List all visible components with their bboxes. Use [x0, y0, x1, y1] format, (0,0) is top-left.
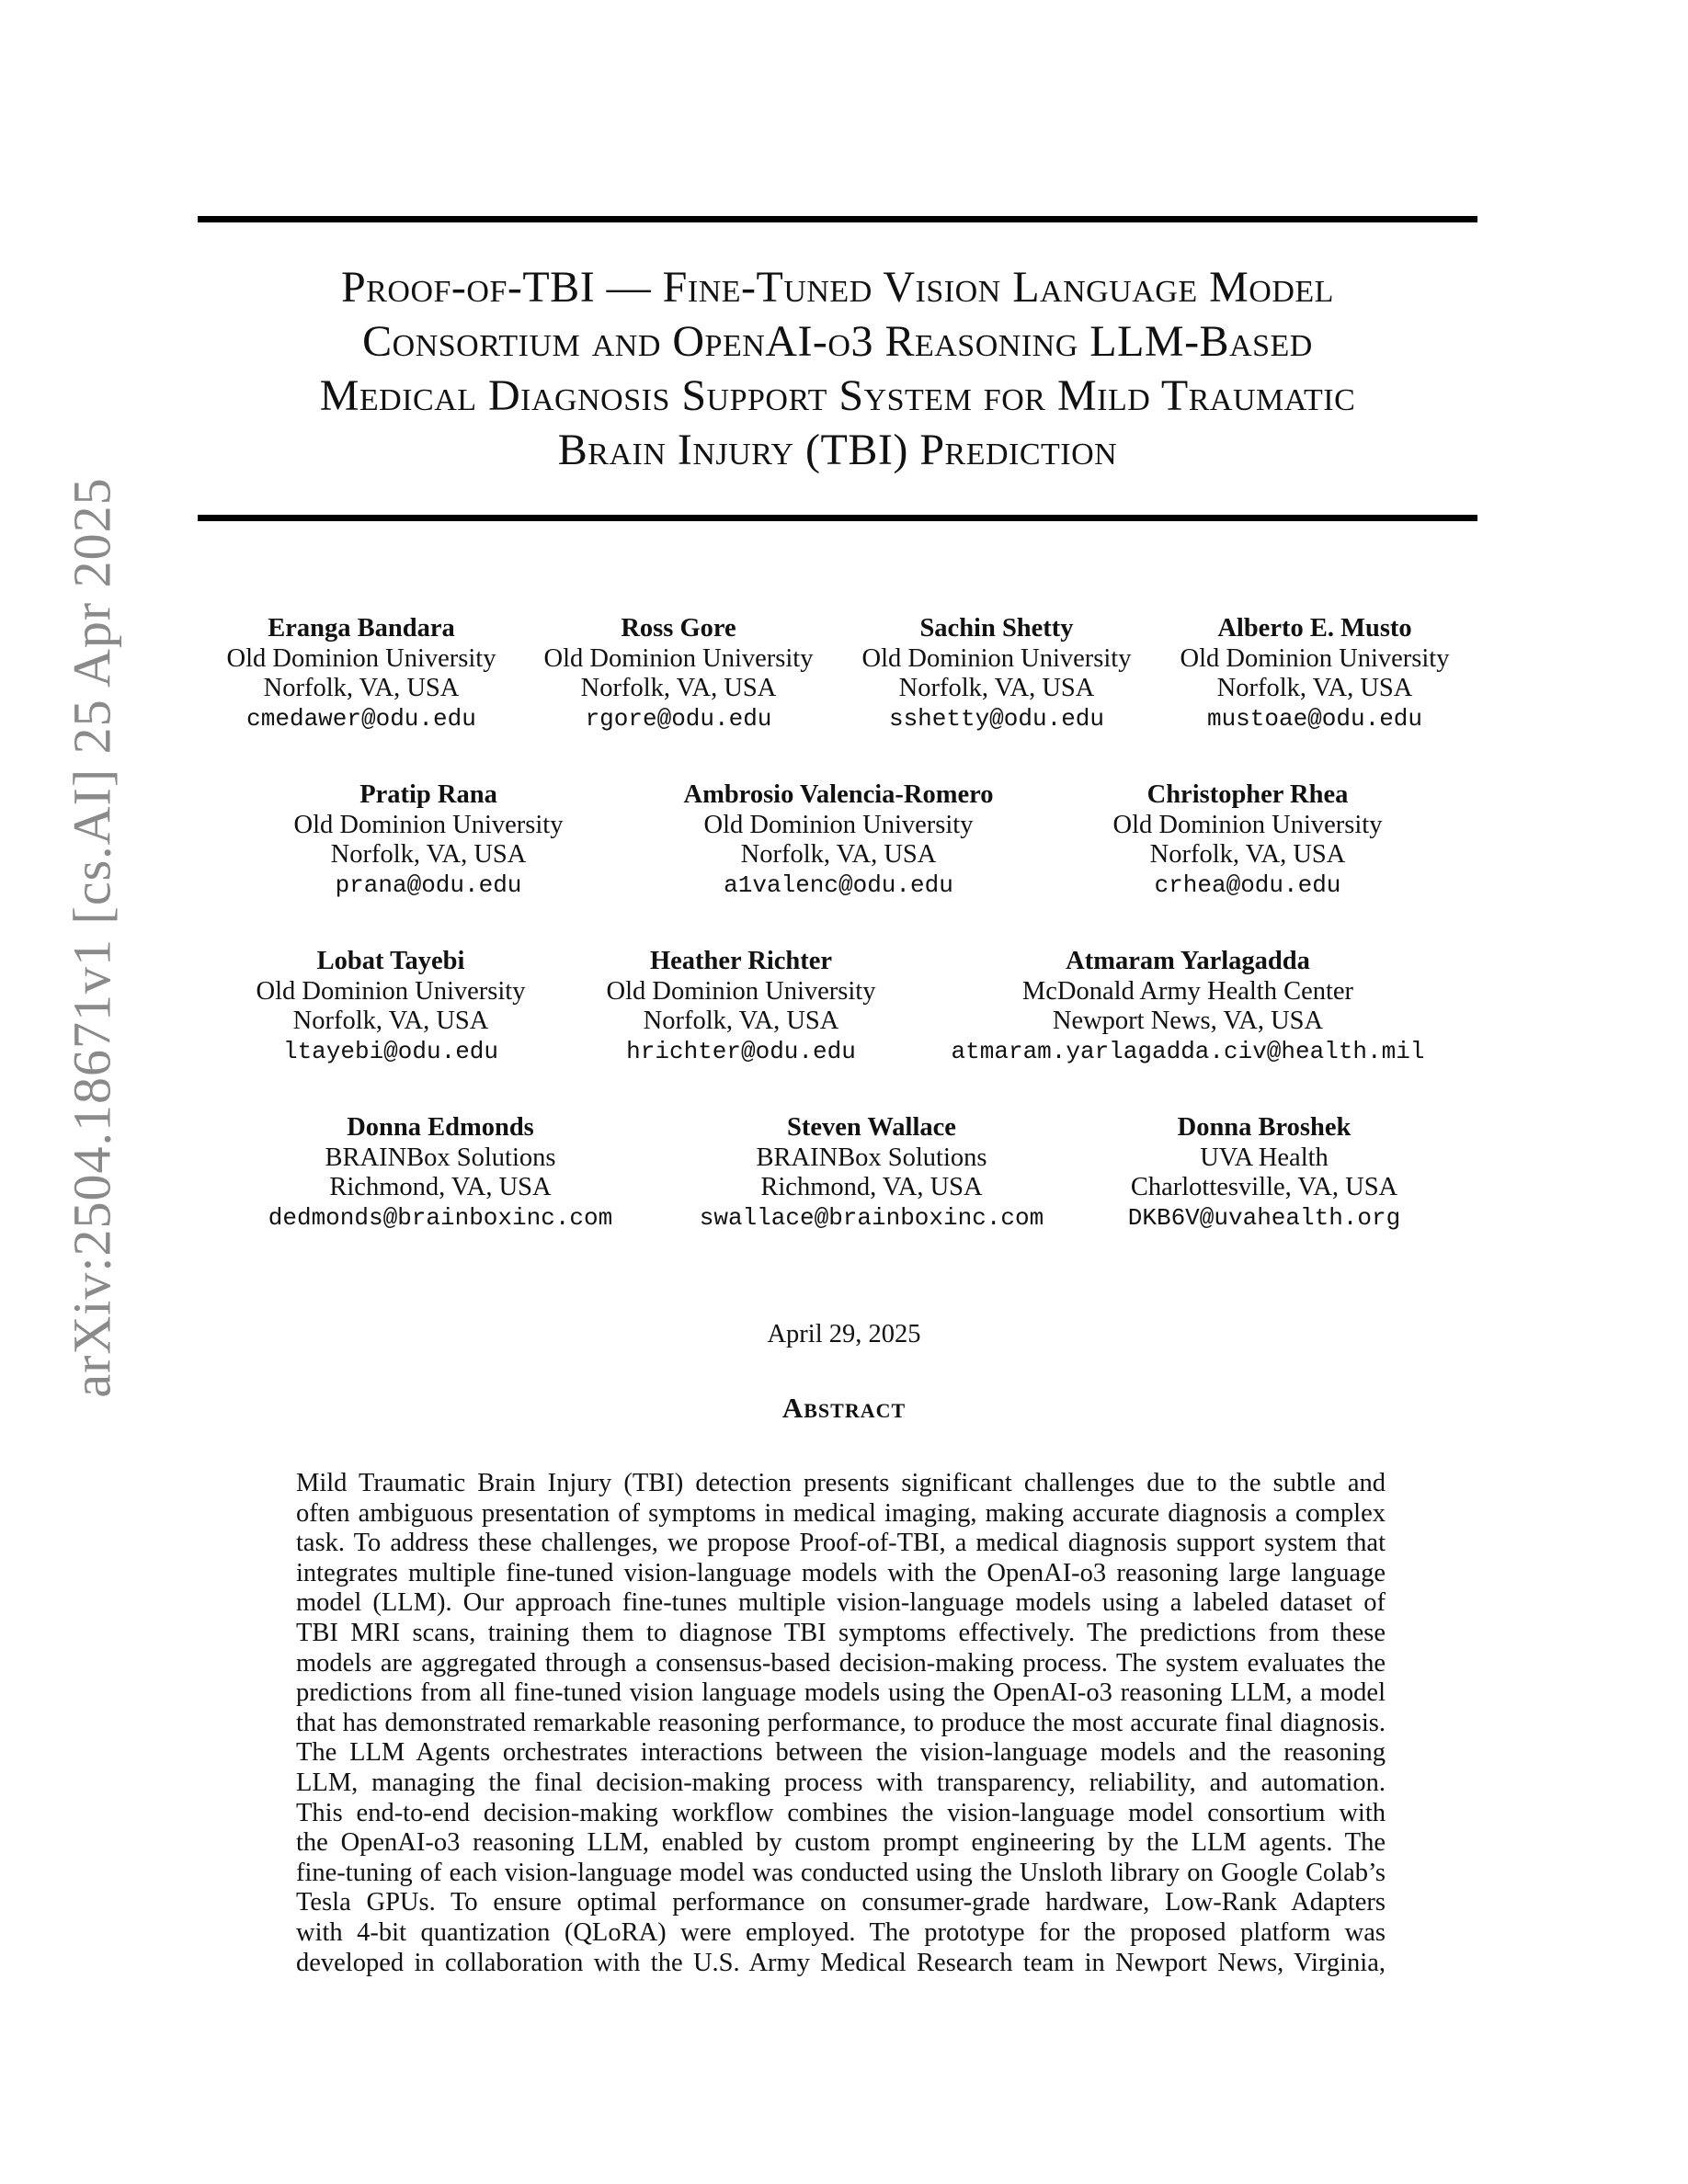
- abstract-line: Tesla GPUs. To ensure optimal performance on consumer-grade hardware, Low-Rank Adapters: [296, 1888, 1386, 1917]
- author-affiliation: UVA Health: [1200, 1143, 1329, 1172]
- author-block: [700, 1113, 1044, 1233]
- author-name: Steven Wallace: [787, 1113, 956, 1142]
- abstract-line: task. To address these challenges, we propose Proof-of-TBI, a medical diagnosis support system that: [296, 1529, 1386, 1558]
- author-affiliation: McDonald Army Health Center: [1021, 976, 1354, 1006]
- abstract-line: Mild Traumatic Brain Injury (TBI) detection presents significant challenges due to the subtle and: [296, 1469, 1386, 1497]
- abstract-line: model (LLM). Our approach fine-tunes multiple vision-language models using a labeled dataset of: [296, 1588, 1386, 1618]
- abstract-line: fine-tuning of each vision-language model was conducted using the Unsloth library on Google Colab’s: [296, 1858, 1386, 1887]
- author-location: Norfolk, VA, USA: [330, 840, 527, 869]
- author-affiliation: Old Dominion University: [606, 976, 876, 1006]
- abstract-body: [296, 1469, 1386, 1978]
- author-name: Eranga Bandara: [268, 614, 455, 643]
- author-location: Charlottesville, VA, USA: [1130, 1173, 1398, 1201]
- author-block: [268, 1113, 612, 1233]
- author-email[interactable]: atmaram.yarlagadda.civ@health.mil: [951, 1037, 1425, 1065]
- arxiv-identifier-stamp: arXiv:2504.18671v1 [cs.AI] 25 Apr 2025: [62, 477, 122, 1398]
- author-block: [684, 780, 994, 900]
- author-email[interactable]: hrichter@odu.edu: [626, 1037, 856, 1065]
- abstract-line: This end-to-end decision-making workflow combines the vision-language model consortium with: [296, 1798, 1386, 1827]
- title-bottom-rule: [198, 515, 1477, 521]
- author-name: Pratip Rana: [359, 780, 497, 809]
- author-location: Richmond, VA, USA: [760, 1173, 983, 1201]
- author-location: Norfolk, VA, USA: [580, 674, 777, 702]
- author-block: [294, 780, 564, 900]
- abstract-heading: Abstract: [781, 1392, 907, 1424]
- author-affiliation: Old Dominion University: [703, 810, 974, 839]
- author-email[interactable]: cmedawer@odu.edu: [246, 704, 476, 733]
- author-affiliation: Old Dominion University: [256, 976, 526, 1006]
- abstract-line: models are aggregated through a consensus-based decision-making process. The system evaluates the: [296, 1648, 1386, 1678]
- title-line: Brain Injury (TBI) Prediction: [557, 426, 1118, 474]
- title-line: Medical Diagnosis Support System for Mild Traumatic: [319, 371, 1356, 420]
- author-block: [607, 947, 876, 1066]
- author-name: Donna Edmonds: [347, 1113, 534, 1142]
- author-block: [227, 614, 496, 734]
- author-email[interactable]: DKB6V@uvahealth.org: [1127, 1203, 1401, 1232]
- author-location: Richmond, VA, USA: [329, 1173, 552, 1201]
- author-affiliation: BRAINBox Solutions: [325, 1143, 556, 1172]
- author-location: Norfolk, VA, USA: [1149, 840, 1346, 869]
- title-line: Consortium and OpenAI-o3 Reasoning LLM-Based: [362, 317, 1313, 366]
- author-name: Donna Broshek: [1177, 1113, 1352, 1142]
- author-block: [1180, 614, 1450, 734]
- abstract-line: often ambiguous presentation of symptoms in medical imaging, making accurate diagnosis a complex: [296, 1498, 1386, 1528]
- author-location: Norfolk, VA, USA: [643, 1007, 839, 1035]
- author-affiliation: Old Dominion University: [226, 643, 496, 673]
- abstract-line: The LLM Agents orchestrates interactions between the vision-language models and the reasoning: [296, 1738, 1386, 1768]
- abstract-line: that has demonstrated remarkable reasoning performance, to produce the most accurate final diagnosis.: [296, 1708, 1386, 1737]
- author-affiliation: Old Dominion University: [543, 643, 814, 673]
- publication-date: April 29, 2025: [767, 1320, 921, 1348]
- author-email[interactable]: ltayebi@odu.edu: [282, 1037, 499, 1065]
- author-location: Norfolk, VA, USA: [1216, 674, 1413, 702]
- author-location: Newport News, VA, USA: [1052, 1007, 1324, 1035]
- author-email[interactable]: prana@odu.edu: [335, 870, 522, 899]
- author-email[interactable]: swallace@brainboxinc.com: [699, 1203, 1044, 1232]
- abstract-line: developed in collaboration with the U.S. Army Medical Research team in Newport News, Virginia,: [296, 1948, 1386, 1977]
- author-name: Lobat Tayebi: [316, 947, 465, 975]
- abstract-line: with 4-bit quantization (QLoRA) were employed. The prototype for the proposed platform was: [296, 1917, 1386, 1947]
- title-top-rule: [198, 216, 1477, 222]
- author-name: Heather Richter: [649, 947, 833, 975]
- title-line: Proof-of-TBI — Fine-Tuned Vision Language Model: [341, 263, 1334, 312]
- author-email[interactable]: crhea@odu.edu: [1154, 870, 1341, 899]
- author-email[interactable]: dedmonds@brainboxinc.com: [268, 1203, 613, 1232]
- author-block: [1128, 1113, 1400, 1233]
- author-email[interactable]: rgore@odu.edu: [585, 704, 772, 733]
- author-affiliation: Old Dominion University: [1180, 643, 1450, 673]
- author-email[interactable]: mustoae@odu.edu: [1206, 704, 1423, 733]
- author-name: Alberto E. Musto: [1217, 614, 1412, 643]
- abstract-line: LLM, managing the final decision-making process with transparency, reliability, and automation.: [296, 1768, 1386, 1797]
- author-affiliation: Old Dominion University: [293, 810, 564, 839]
- abstract-line: predictions from all fine-tuned vision language models using the OpenAI-o3 reasoning LLM, a model: [296, 1678, 1386, 1708]
- author-name: Ambrosio Valencia-Romero: [683, 780, 994, 809]
- author-block: [862, 614, 1132, 734]
- author-location: Norfolk, VA, USA: [740, 840, 937, 869]
- author-block: [952, 947, 1425, 1066]
- author-email[interactable]: a1valenc@odu.edu: [724, 870, 953, 899]
- author-location: Norfolk, VA, USA: [263, 674, 460, 702]
- author-name: Ross Gore: [621, 614, 736, 643]
- author-block: [257, 947, 526, 1066]
- author-location: Norfolk, VA, USA: [292, 1007, 489, 1035]
- paper-title: [198, 260, 1477, 477]
- author-affiliation: BRAINBox Solutions: [756, 1143, 987, 1172]
- author-email[interactable]: sshetty@odu.edu: [888, 704, 1105, 733]
- author-name: Sachin Shetty: [919, 614, 1074, 643]
- abstract-line: integrates multiple fine-tuned vision-language models with the OpenAI-o3 reasoning large language: [296, 1558, 1386, 1587]
- author-affiliation: Old Dominion University: [861, 643, 1132, 673]
- author-block: [1113, 780, 1383, 900]
- author-location: Norfolk, VA, USA: [898, 674, 1095, 702]
- abstract-line: TBI MRI scans, training them to diagnose TBI symptoms effectively. The predictions from these: [296, 1618, 1386, 1647]
- author-affiliation: Old Dominion University: [1112, 810, 1383, 839]
- author-block: [544, 614, 814, 734]
- author-name: Christopher Rhea: [1146, 780, 1349, 809]
- author-name: Atmaram Yarlagadda: [1066, 947, 1310, 975]
- abstract-line: the OpenAI-o3 reasoning LLM, enabled by custom prompt engineering by the LLM agents. The: [296, 1828, 1386, 1858]
